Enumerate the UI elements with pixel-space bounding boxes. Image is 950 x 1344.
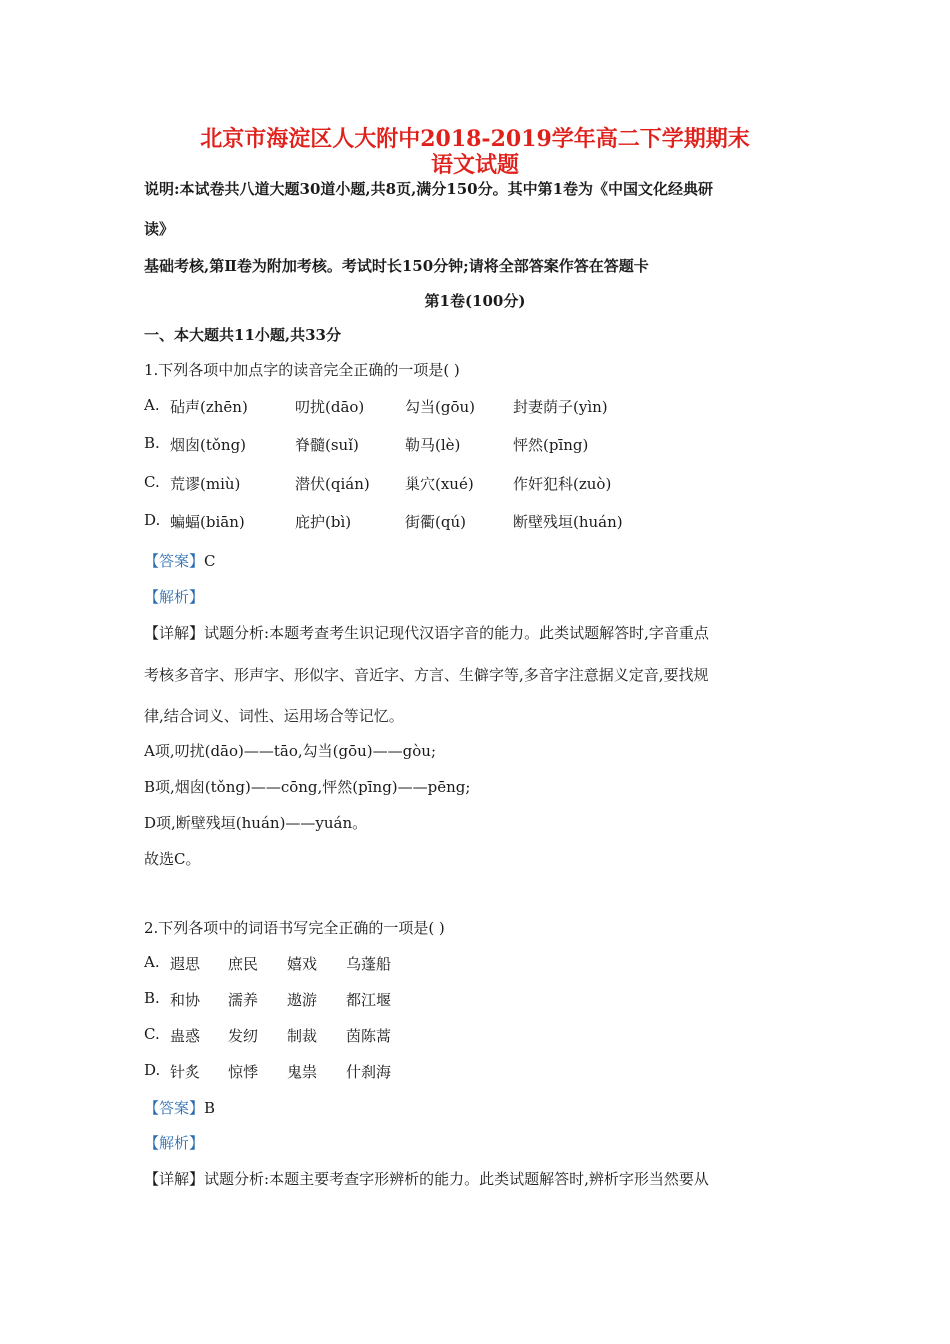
option-item: 茵陈蒿 (346, 1027, 392, 1045)
question-2-analysis-label: 【解析】 (144, 1134, 205, 1152)
option-item: 针炙 (170, 1063, 201, 1081)
question-1-note-b: B项,烟囱(tǒng)——cōng,怦然(pīng)——pēng; (144, 778, 471, 796)
answer-label: 【答案】 (144, 552, 205, 570)
question-1-note-a: A项,叨扰(dāo)——tāo,勾当(gōu)——gòu; (144, 742, 436, 760)
option-item: 封妻荫子(yìn) (513, 398, 608, 416)
option-letter: C. (144, 473, 160, 491)
option-item: 勒马(lè) (405, 436, 461, 454)
option-letter: C. (144, 1025, 160, 1043)
question-1-conclusion: 故选C。 (144, 850, 201, 868)
question-1-detail-line-3: 律,结合词义、词性、运用场合等记忆。 (144, 707, 404, 725)
option-item: 惊悸 (228, 1063, 259, 1081)
intro-line-2: 读》 (144, 220, 175, 238)
intro-line-1: 说明:本试卷共八道大题30道小题,共8页,满分150分。其中第1卷为《中国文化经典研 (144, 180, 714, 198)
document-subtitle: 语文试题 (430, 152, 519, 178)
option-item: 庶民 (228, 955, 259, 973)
option-item: 发纫 (228, 1027, 259, 1045)
option-item: 庇护(bì) (295, 513, 352, 531)
detail-text: 试题分析:本题主要考查字形辨析的能力。此类试题解答时,辨析字形当然要从 (204, 1170, 709, 1188)
option-item: 濡养 (228, 991, 259, 1009)
detail-label: 【详解】 (144, 624, 205, 642)
question-1-analysis-label: 【解析】 (144, 588, 205, 606)
option-item: 勾当(gōu) (405, 398, 475, 416)
question-2-stem: 2.下列各项中的词语书写完全正确的一项是( ) (144, 919, 445, 937)
volume-heading: 第1卷(100分) (424, 292, 526, 310)
option-item: 脊髓(suǐ) (295, 436, 359, 454)
option-item: 作奸犯科(zuò) (513, 475, 612, 493)
question-1-note-d: D项,断壁残垣(huán)——yuán。 (144, 814, 368, 832)
answer-value: C (204, 552, 216, 570)
detail-label: 【详解】 (144, 1170, 205, 1188)
question-1-detail-line-1 (144, 622, 709, 643)
option-item: 街衢(qú) (405, 513, 466, 531)
option-item: 潜伏(qián) (295, 475, 370, 493)
option-item: 砧声(zhēn) (170, 398, 248, 416)
option-item: 什刹海 (346, 1063, 392, 1081)
question-2-detail-line-1 (144, 1168, 709, 1189)
option-item: 巢穴(xué) (405, 475, 474, 493)
option-letter: B. (144, 989, 160, 1007)
option-item: 叨扰(dāo) (295, 398, 365, 416)
option-letter: D. (144, 1061, 161, 1079)
option-item: 蝙蝠(biān) (170, 513, 245, 531)
option-item: 遨游 (287, 991, 318, 1009)
option-item: 断壁残垣(huán) (513, 513, 623, 531)
option-item: 遐思 (170, 955, 201, 973)
option-letter: A. (144, 396, 160, 414)
answer-label: 【答案】 (144, 1099, 205, 1117)
option-item: 嬉戏 (287, 955, 318, 973)
question-2-answer (144, 1097, 215, 1118)
question-1-answer (144, 550, 216, 571)
detail-text: 试题分析:本题考查考生识记现代汉语字音的能力。此类试题解答时,字音重点 (204, 624, 709, 642)
option-item: 怦然(pīng) (513, 436, 589, 454)
option-item: 烟囱(tǒng) (170, 436, 247, 454)
option-item: 蛊惑 (170, 1027, 201, 1045)
option-item: 荒谬(miù) (170, 475, 241, 493)
document-title: 北京市海淀区人大附中2018-2019学年高二下学期期末 (200, 126, 750, 152)
question-1-stem: 1.下列各项中加点字的读音完全正确的一项是( ) (144, 361, 460, 379)
option-letter: B. (144, 434, 160, 452)
option-letter: A. (144, 953, 160, 971)
part-heading: 一、本大题共11小题,共33分 (144, 326, 341, 344)
question-1-detail-line-2: 考核多音字、形声字、形似字、音近字、方言、生僻字等,多音字注意据义定音,要找规 (144, 666, 709, 684)
option-item: 鬼祟 (287, 1063, 318, 1081)
option-item: 制裁 (287, 1027, 318, 1045)
answer-value: B (204, 1099, 216, 1117)
option-item: 和协 (170, 991, 201, 1009)
option-item: 乌蓬船 (346, 955, 392, 973)
option-item: 都江堰 (346, 991, 392, 1009)
intro-line-3: 基础考核,第Ⅱ卷为附加考核。考试时长150分钟;请将全部答案作答在答题卡 (144, 257, 649, 275)
option-letter: D. (144, 511, 161, 529)
